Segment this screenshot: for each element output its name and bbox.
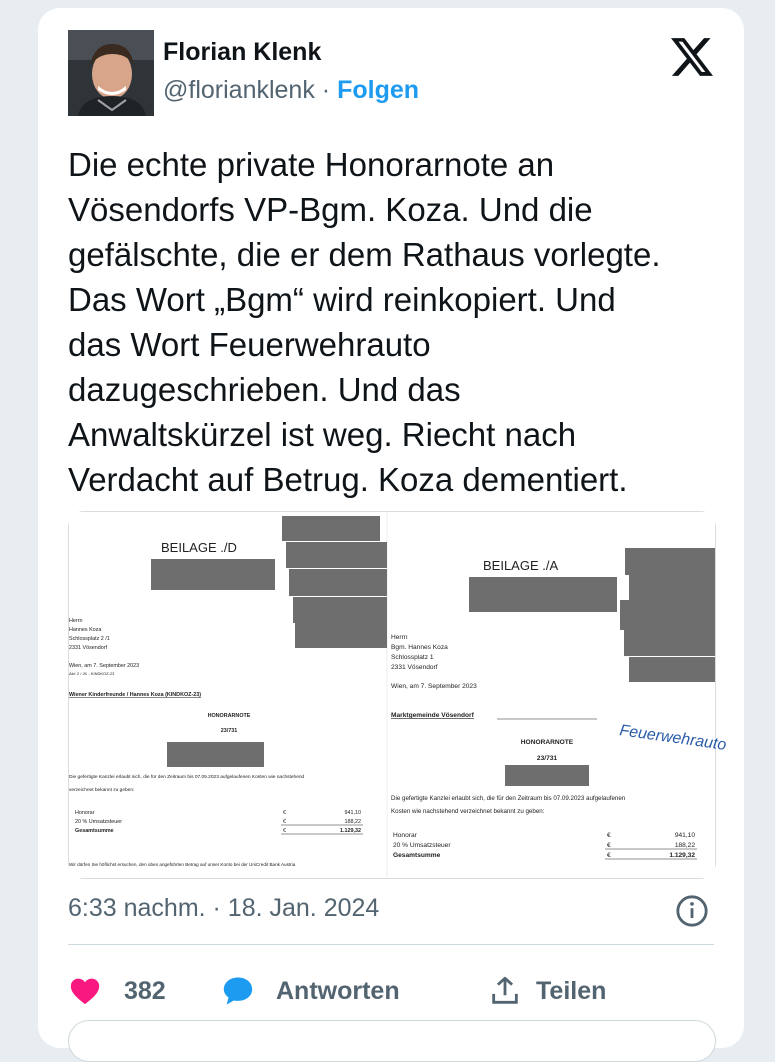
left-addr: Hannes Koza [69,627,102,633]
reply-button[interactable] [220,966,460,1016]
handle-separator: · [321,76,331,104]
left-heading: HONORARNOTE [207,713,251,719]
left-row-amount: 941,10 [344,810,361,816]
author-name[interactable]: Florian Klenk [163,38,322,66]
right-addr: 2331 Vösendorf [391,664,438,671]
right-subject: Marktgemeinde Vösendorf [391,712,474,719]
redaction-block [286,542,387,568]
tweet-line: Die echte private Honorarnote an [68,146,555,183]
redaction-block [624,630,715,656]
left-subject: Wiener Kinderfreunde / Hannes Koza (KINDKOZ-23) [69,692,202,698]
author-handle-line [163,76,419,105]
right-heading: HONORARNOTE [520,739,574,746]
right-row-amount: 188,22 [674,842,695,849]
redaction-block [293,597,387,623]
redaction-block [295,623,387,648]
tweet-line: dazugeschrieben. Und das [68,371,461,408]
left-row-cur: € [283,819,286,825]
tweet-line: Anwaltskürzel ist weg. Riecht nach [68,416,577,453]
divider [68,944,714,945]
redaction-block [469,577,617,612]
like-count: 382 [124,976,166,1005]
avatar-image [68,30,154,116]
right-body: Die gefertigte Kanzlei erlaubt sich, die für den Zeitraum bis 07.09.2023 aufgelaufenen [391,795,626,802]
tweet-timestamp[interactable]: 6:33 nachm. · 18. Jan. 2024 [68,894,380,922]
left-row-label: Honorar [75,810,95,816]
redaction-block [151,559,275,590]
left-body: Die gefertigte Kanzlei erlaubt sich, die für den Zeitraum bis 07.09.2023 aufgelaufenen Kosten wie nachstehend [69,775,305,780]
author-handle[interactable]: @florianklenk [163,76,315,104]
right-stamp: BEILAGE ./A [483,558,559,573]
right-row-cur: € [607,852,611,859]
redaction-block [629,657,715,682]
tweet-line: Das Wort „Bgm“ wird reinkopiert. Und [68,281,616,318]
right-row-amount: 941,10 [674,832,695,839]
right-addr: Herrn [391,634,408,641]
tweet-text [68,142,718,502]
redaction-block [629,575,715,602]
left-date: Wien, am 7. September 2023 [69,663,140,669]
tweet-line: Vösendorfs VP-Bgm. Koza. Und die [68,191,593,228]
left-stamp: BEILAGE ./D [161,540,237,555]
speech-bubble-icon [220,974,256,1008]
tweet-line: das Wort Feuerwehrauto [68,326,431,363]
left-row-label: Gesamtsumme [75,828,114,834]
read-replies-pill[interactable] [68,1020,716,1062]
tweet-line: Verdacht auf Betrug. Koza dementiert. [68,461,628,498]
right-date: Wien, am 7. September 2023 [391,683,477,690]
share-label: Teilen [536,976,607,1005]
redaction-block [625,548,715,575]
redaction-block [620,600,715,630]
left-ref: Akt: 2 / JK - KINDKOZ-23 [69,671,115,676]
reply-label: Antworten [276,976,400,1005]
left-row-amount: 188,22 [344,819,361,825]
left-footer: Wir dürfen Sie höflichst ersuchen, den oben angeführten Betrag auf unser Konto bei der UniCredit Bank Austria [69,862,296,867]
redaction-block [167,742,264,767]
right-number: 23/731 [536,755,558,762]
document-comparison-image [69,512,728,878]
right-row-label: Gesamtsumme [393,852,441,859]
right-row-label: 20 % Umsatzsteuer [393,842,451,849]
right-row-cur: € [607,832,611,839]
heart-icon [68,974,102,1008]
like-button[interactable] [68,966,188,1016]
share-icon [488,974,522,1008]
left-number: 23/731 [220,728,238,734]
left-body: verzeichnet bekannt zu geben: [69,788,135,793]
right-row-cur: € [607,842,611,849]
share-button[interactable] [488,966,648,1016]
redaction-block [282,516,380,541]
redaction-block [505,765,589,786]
left-row-cur: € [283,828,286,834]
follow-button[interactable]: Folgen [337,76,420,104]
right-body: Kosten wie nachstehend verzeichnet bekannt zu geben: [391,808,545,815]
tweet-line: gefälschte, die er dem Rathaus vorlegte. [68,236,661,273]
right-row-label: Honorar [393,832,417,839]
left-row-cur: € [283,810,286,816]
left-addr: Herrn [69,618,83,624]
tweet-media-image[interactable] [68,511,728,879]
action-bar [68,966,714,1016]
handwritten-note: Feuerwehrauto [618,722,728,754]
left-row-amount: 1.129,32 [340,828,361,834]
left-row-label: 20 % Umsatzsteuer [75,819,123,825]
info-icon[interactable] [675,894,709,928]
tweet-card [38,8,744,1048]
author-avatar[interactable] [68,30,154,116]
right-addr: Schlossplatz 1 [391,654,434,661]
left-addr: 2331 Vösendorf [69,645,108,651]
right-row-amount: 1.129,32 [669,852,695,859]
redaction-block [289,569,387,596]
right-addr: Bgm. Hannes Koza [391,644,448,651]
left-addr: Schlossplatz 2 /1 [69,636,110,642]
x-logo-icon[interactable] [671,36,713,78]
